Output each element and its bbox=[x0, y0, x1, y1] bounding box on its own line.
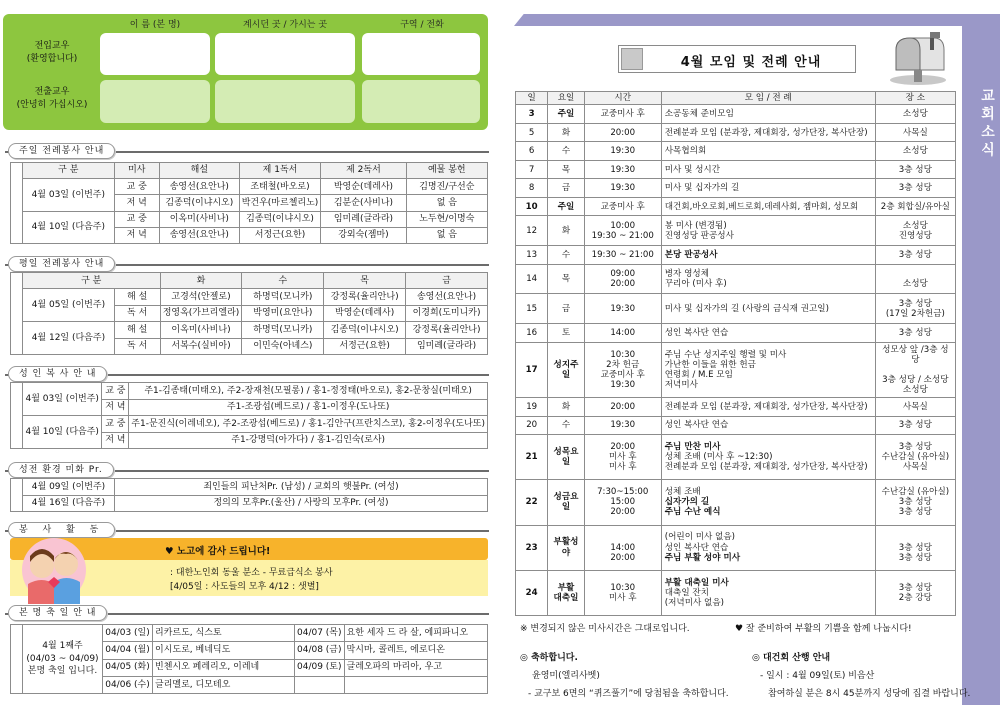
table-cell: 고경석(안젤로) bbox=[160, 289, 242, 305]
table-row bbox=[516, 570, 956, 615]
weekday-cell: 주일 bbox=[548, 197, 584, 215]
place-cell: 3층 성당 (17일 2차헌금) bbox=[875, 294, 955, 324]
event-cell: 소공동체 준비모임 bbox=[661, 105, 875, 123]
saints-cell: 요한 세자 드 라 살, 에피파니오 bbox=[344, 625, 487, 642]
event-cell: 병자 영성체 꾸리아 (미사 후) bbox=[661, 264, 875, 294]
date-cell: 04/08 (금) bbox=[295, 642, 345, 659]
table-cell: 박영순(데레사) bbox=[321, 179, 406, 195]
note-unchanged: ※ 변경되지 않은 미사시간은 그대로입니다. bbox=[520, 624, 690, 634]
table-cell: 이민숙(아녜스) bbox=[242, 338, 324, 354]
reg-header-district: 구역 / 전화 bbox=[400, 20, 444, 30]
date-cell: 04/03 (일) bbox=[103, 625, 153, 642]
mailbox-icon bbox=[886, 30, 950, 86]
sunday-liturgy-table bbox=[22, 162, 488, 244]
volunteer-thanks: ♥ 노고에 감사 드립니다! bbox=[165, 546, 271, 557]
place-cell: 소성당 bbox=[875, 105, 955, 123]
day-cell: 7 bbox=[516, 160, 548, 178]
event-cell: 대건회,바오로회,베드로회,데레사회, 젬마회, 성모회 bbox=[661, 197, 875, 215]
section-title-feast-days: 본 명 축 일 안 내 bbox=[8, 605, 107, 621]
table-cell: 강정록(율리안나) bbox=[406, 322, 488, 338]
event-cell bbox=[661, 435, 875, 480]
event-cell: 성인 복사단 연습 bbox=[661, 324, 875, 342]
table-row bbox=[516, 416, 956, 434]
col-header: 일 bbox=[516, 92, 548, 105]
table-cell: 송영선(요안나) bbox=[159, 179, 239, 195]
table-cell: 박건우(마르첼리노) bbox=[239, 195, 321, 211]
table-cell: 주1-문진식(이레네오), 주2-조광섭(베드로) / 홍1-김안구(프란치스코), 홍2-이정우(도나또) bbox=[129, 416, 488, 433]
table-cell: 하명덕(모니카) bbox=[242, 289, 324, 305]
section-title-volunteer: 봉 사 활 동 bbox=[8, 522, 115, 538]
reg-out-place-field[interactable] bbox=[215, 80, 355, 123]
col-header: 금 bbox=[406, 273, 488, 289]
hiking-date: - 일시 : 4월 09일(토) 비음산 bbox=[760, 671, 875, 681]
place-cell: 수난감실 (유아실) 3층 성당 3층 성당 bbox=[875, 480, 955, 525]
volunteer-line1: : 대한노인회 동울 분소 - 무료급식소 봉사 bbox=[170, 568, 333, 578]
place-cell: 3층 성당 3층 성당 bbox=[875, 525, 955, 570]
date-cell: 4월 16일 (다음주) bbox=[23, 495, 115, 512]
role-cell: 독 서 bbox=[114, 338, 160, 354]
event-line: 주님 부활 성야 미사 bbox=[664, 552, 741, 563]
place-cell: 소성당 진영성당 bbox=[875, 216, 955, 246]
place-cell: 소성당 bbox=[875, 264, 955, 294]
table-cell: 임미례(글라라) bbox=[321, 211, 406, 227]
weekday-cell: 목 bbox=[548, 264, 584, 294]
weekday-cell: 성지주일 bbox=[548, 342, 584, 397]
date-cell: 4월 12일 (다음주) bbox=[23, 322, 115, 355]
saints-cell: 막시마, 콜레트, 에로디온 bbox=[344, 642, 487, 659]
table-row bbox=[516, 435, 956, 480]
table-cell: 정영옥(가브리엘라) bbox=[160, 305, 242, 321]
event-line: 성체 조배 bbox=[664, 487, 701, 498]
congrats-name: 윤영미(엘리사벳) bbox=[532, 671, 600, 681]
table-cell: 없 음 bbox=[406, 227, 487, 243]
table-row bbox=[516, 398, 956, 416]
event-cell bbox=[661, 480, 875, 525]
time-cell: 19:30 ~ 21:00 bbox=[584, 246, 661, 264]
event-line: 성인 복사단 연습 bbox=[664, 542, 729, 553]
day-cell: 21 bbox=[516, 435, 548, 480]
table-row bbox=[516, 525, 956, 570]
col-header: 화 bbox=[160, 273, 242, 289]
environment-table bbox=[22, 478, 488, 512]
time-cell: 19:30 bbox=[584, 142, 661, 160]
role-cell: 독 서 bbox=[114, 305, 160, 321]
day-cell: 16 bbox=[516, 324, 548, 342]
table-cell: 주1-조광섭(베드로) / 홍1-이정우(도나또) bbox=[129, 399, 488, 416]
event-line: 십자가의 길 bbox=[664, 497, 710, 508]
time-cell: 20:00 bbox=[584, 123, 661, 141]
section-title-altar-servers: 성 인 복 사 안 내 bbox=[8, 366, 107, 382]
reg-out-label: 전출교우 (안녕히 가십시오) bbox=[16, 87, 88, 110]
place-cell: 3층 성당 bbox=[875, 324, 955, 342]
schedule-table bbox=[515, 91, 956, 616]
weekday-cell: 화 bbox=[548, 123, 584, 141]
place-cell: 3층 성당 2층 강당 bbox=[875, 570, 955, 615]
saints-cell: 빈첸시오 페레리오, 이레네 bbox=[153, 659, 295, 676]
event-cell bbox=[661, 570, 875, 615]
weekday-cell: 화 bbox=[548, 398, 584, 416]
time-cell: 10:30 2차 헌금 교중미사 후 19:30 bbox=[584, 342, 661, 397]
role-cell: 해 설 bbox=[114, 289, 160, 305]
week-cell: 4월 1째주 (04/03 ~ 04/09) 본명 축일 입니다. bbox=[23, 625, 103, 694]
table-cell: 정의의 모후Pr.(울산) / 사랑의 모후Pr. (여성) bbox=[115, 495, 488, 512]
event-cell: 전례분과 모임 (분과장, 제대회장, 성가단장, 복사단장) bbox=[661, 123, 875, 141]
col-header: 제 2독서 bbox=[321, 163, 406, 179]
date-cell: 4월 10일 (다음주) bbox=[23, 416, 102, 449]
table-cell: 송영선(요안나) bbox=[406, 289, 488, 305]
bible-icon bbox=[621, 48, 643, 70]
col-header: 모 임 / 전 례 bbox=[661, 92, 875, 105]
reg-header-name: 이 름 (본 명) bbox=[129, 20, 181, 30]
place-cell: 사목실 bbox=[875, 398, 955, 416]
saints-cell: 이시도로, 베네딕도 bbox=[153, 642, 295, 659]
table-row bbox=[516, 179, 956, 197]
mass-cell: 교 중 bbox=[102, 416, 129, 433]
day-cell: 19 bbox=[516, 398, 548, 416]
day-cell: 15 bbox=[516, 294, 548, 324]
reg-in-place-field[interactable] bbox=[215, 33, 355, 75]
date-cell: 04/04 (월) bbox=[103, 642, 153, 659]
time-cell: 19:30 bbox=[584, 179, 661, 197]
table-row bbox=[516, 197, 956, 215]
table-row bbox=[516, 264, 956, 294]
weekday-cell: 수 bbox=[548, 246, 584, 264]
place-cell: 3층 성당 수난감실 (유아실) 사목실 bbox=[875, 435, 955, 480]
reg-out-district-field[interactable] bbox=[362, 80, 480, 123]
event-cell: 사목협의회 bbox=[661, 142, 875, 160]
col-header: 구 분 bbox=[23, 273, 161, 289]
date-cell bbox=[295, 676, 345, 693]
time-cell: 10:00 19:30 ~ 21:00 bbox=[584, 216, 661, 246]
event-cell: 미사 및 성시간 bbox=[661, 160, 875, 178]
weekday-liturgy-table bbox=[22, 272, 488, 355]
event-line: (저녁미사 없음) bbox=[664, 597, 724, 608]
table-cell: 주1-김종태(미태오), 주2-장재천(모필롱) / 홍1-정정태(바오로), 홍2-문창실(미태오) bbox=[129, 383, 488, 400]
day-cell: 12 bbox=[516, 216, 548, 246]
reg-header-place: 계시던 곳 / 가시는 곳 bbox=[242, 20, 328, 30]
saints-cell bbox=[344, 676, 487, 693]
table-cell: 서복수(실비아) bbox=[160, 338, 242, 354]
date-cell: 04/06 (수) bbox=[103, 676, 153, 693]
table-cell: 김분순(사비나) bbox=[321, 195, 406, 211]
table-cell: 서정근(요한) bbox=[239, 227, 321, 243]
time-cell: 14:00 20:00 bbox=[584, 525, 661, 570]
table-cell: 이옥미(사비나) bbox=[159, 211, 239, 227]
place-cell: 사목실 bbox=[875, 123, 955, 141]
weekday-cell: 화 bbox=[548, 216, 584, 246]
reg-out-name-field[interactable] bbox=[100, 80, 210, 123]
top-purple-bar bbox=[514, 14, 1000, 26]
col-header: 목 bbox=[324, 273, 406, 289]
table-row bbox=[516, 324, 956, 342]
volunteer-illustration bbox=[14, 532, 94, 604]
table-row bbox=[516, 342, 956, 397]
day-cell: 14 bbox=[516, 264, 548, 294]
date-cell: 4월 05일 (이번주) bbox=[23, 289, 115, 322]
event-cell: 본당 판공성사 bbox=[661, 246, 875, 264]
col-header: 장 소 bbox=[875, 92, 955, 105]
table-cell: 김종덕(이냐시오) bbox=[324, 322, 406, 338]
day-cell: 20 bbox=[516, 416, 548, 434]
table-row bbox=[516, 142, 956, 160]
altar-servers-table bbox=[22, 382, 488, 449]
time-cell: 09:00 20:00 bbox=[584, 264, 661, 294]
day-cell: 22 bbox=[516, 480, 548, 525]
place-cell: 3층 성당 bbox=[875, 179, 955, 197]
role-cell: 해 설 bbox=[114, 322, 160, 338]
time-cell: 20:00 bbox=[584, 398, 661, 416]
col-header: 수 bbox=[242, 273, 324, 289]
mass-cell: 교 중 bbox=[102, 383, 129, 400]
col-header: 제 1독서 bbox=[239, 163, 321, 179]
reg-in-label: 전입교우 (환영합니다) bbox=[26, 41, 78, 64]
table-cell: 하명덕(모니카) bbox=[242, 322, 324, 338]
event-cell bbox=[661, 525, 875, 570]
weekday-cell: 부활 대축일 bbox=[548, 570, 584, 615]
mass-cell: 저 녁 bbox=[102, 399, 129, 416]
table-cell: 임미례(글라라) bbox=[406, 338, 488, 354]
day-cell: 24 bbox=[516, 570, 548, 615]
event-line: (어린이 미사 없음) bbox=[664, 532, 736, 543]
mass-cell: 저 녁 bbox=[114, 227, 159, 243]
table-cell: 김명진/구선순 bbox=[406, 179, 487, 195]
day-cell: 23 bbox=[516, 525, 548, 570]
day-cell: 8 bbox=[516, 179, 548, 197]
hiking-title: ◎ 대건회 산행 안내 bbox=[752, 653, 831, 663]
table-row bbox=[516, 105, 956, 123]
table-cell: 김종덕(이냐시오) bbox=[239, 211, 321, 227]
volunteer-line2: [4/05일 : 사도들의 모후 4/12 : 샛별] bbox=[170, 582, 319, 592]
place-cell: 3층 성당 bbox=[875, 160, 955, 178]
reg-in-name-field[interactable] bbox=[100, 33, 210, 75]
time-cell: 7:30~15:00 15:00 20:00 bbox=[584, 480, 661, 525]
weekday-cell: 목 bbox=[548, 160, 584, 178]
event-line: 부활 대축일 미사 bbox=[664, 577, 729, 588]
day-cell: 5 bbox=[516, 123, 548, 141]
time-cell: 19:30 bbox=[584, 416, 661, 434]
col-header: 미사 bbox=[114, 163, 159, 179]
time-cell: 14:00 bbox=[584, 324, 661, 342]
place-cell: 소성당 bbox=[875, 142, 955, 160]
event-cell: 미사 및 십자가의 길 (사랑의 금식재 권고일) bbox=[661, 294, 875, 324]
weekday-cell: 주일 bbox=[548, 105, 584, 123]
col-header: 시간 bbox=[584, 92, 661, 105]
saints-cell: 글리멜로, 디모테오 bbox=[153, 676, 295, 693]
mass-cell: 교 중 bbox=[114, 211, 159, 227]
day-cell: 17 bbox=[516, 342, 548, 397]
weekday-cell: 토 bbox=[548, 324, 584, 342]
weekday-cell: 금 bbox=[548, 294, 584, 324]
side-tab-label: 교회소식 bbox=[979, 88, 995, 160]
table-row bbox=[516, 294, 956, 324]
date-cell: 4월 03일 (이번주) bbox=[23, 179, 115, 211]
table-cell: 김종덕(이냐시오) bbox=[159, 195, 239, 211]
weekday-cell: 수 bbox=[548, 142, 584, 160]
table-cell: 박영순(데레사) bbox=[324, 305, 406, 321]
page-title: 4월 모임 및 전례 안내 bbox=[680, 55, 822, 70]
event-cell: 미사 및 십자가의 길 bbox=[661, 179, 875, 197]
day-cell: 13 bbox=[516, 246, 548, 264]
event-line: 대축일 잔치 bbox=[664, 587, 709, 598]
table-cell: 강외숙(젬마) bbox=[321, 227, 406, 243]
place-cell: 2층 회합실/유아실 bbox=[875, 197, 955, 215]
table-cell: 조태철(바오로) bbox=[239, 179, 321, 195]
note-easter: ♥ 잘 준비하여 부활의 기쁨을 함께 나눕시다! bbox=[735, 624, 912, 634]
time-cell: 19:30 bbox=[584, 160, 661, 178]
table-cell: 주1-강명덕(아가다) / 홍1-김인숙(로사) bbox=[129, 432, 488, 449]
weekday-cell: 성금요일 bbox=[548, 480, 584, 525]
table-cell: 없 음 bbox=[406, 195, 487, 211]
time-cell: 교중미사 후 bbox=[584, 105, 661, 123]
weekday-cell: 성목요일 bbox=[548, 435, 584, 480]
table-cell: 서정근(요한) bbox=[324, 338, 406, 354]
event-cell: 성인 복사단 연습 bbox=[661, 416, 875, 434]
mass-cell: 교 중 bbox=[114, 179, 159, 195]
table-cell: 노두현/이명숙 bbox=[406, 211, 487, 227]
date-cell: 04/09 (토) bbox=[295, 659, 345, 676]
congrats-title: ◎ 축하합니다. bbox=[520, 653, 578, 663]
col-header: 예물 봉헌 bbox=[406, 163, 487, 179]
congrats-text: - 교구보 6면의 “퀴즈풀기”에 당첨됨을 축하합니다. bbox=[528, 689, 729, 699]
table-row bbox=[516, 160, 956, 178]
event-line: 전례분과 모임 (분과장, 제대회장, 성가단장, 복사단장) bbox=[664, 462, 868, 473]
reg-in-district-field[interactable] bbox=[362, 33, 480, 75]
section-title-weekday-liturgy: 평일 전례봉사 안내 bbox=[8, 256, 115, 272]
weekday-cell: 금 bbox=[548, 179, 584, 197]
table-row bbox=[516, 246, 956, 264]
saints-cell: 글레오파의 마리아, 우고 bbox=[344, 659, 487, 676]
time-cell: 20:00 미사 후 미사 후 bbox=[584, 435, 661, 480]
day-cell: 3 bbox=[516, 105, 548, 123]
event-line: 주님 수난 예식 bbox=[664, 507, 721, 518]
event-line: 주님 만찬 미사 bbox=[664, 442, 721, 452]
table-row bbox=[516, 123, 956, 141]
place-cell: 3층 성당 bbox=[875, 416, 955, 434]
mass-cell: 저 녁 bbox=[102, 432, 129, 449]
table-row bbox=[516, 480, 956, 525]
saints-cell: 리카르도, 식스토 bbox=[153, 625, 295, 642]
weekday-cell: 수 bbox=[548, 416, 584, 434]
day-cell: 6 bbox=[516, 142, 548, 160]
date-cell: 4월 03일 (이번주) bbox=[23, 383, 102, 416]
place-cell: 3층 성당 bbox=[875, 246, 955, 264]
table-row bbox=[516, 216, 956, 246]
event-cell: 전례분과 모임 (분과장, 제대회장, 성가단장, 복사단장) bbox=[661, 398, 875, 416]
col-header: 구 분 bbox=[23, 163, 115, 179]
section-title-environment: 성전 환경 미화 Pr. bbox=[8, 462, 114, 478]
weekday-cell: 부활성야 bbox=[548, 525, 584, 570]
event-line: 성체 조배 (미사 후 ~12:30) bbox=[664, 452, 773, 463]
date-cell: 04/05 (화) bbox=[103, 659, 153, 676]
time-cell: 19:30 bbox=[584, 294, 661, 324]
time-cell: 교중미사 후 bbox=[584, 197, 661, 215]
section-title-sunday-liturgy: 주일 전례봉사 안내 bbox=[8, 143, 115, 159]
table-cell: 송영선(요안나) bbox=[159, 227, 239, 243]
date-cell: 4월 09일 (이번주) bbox=[23, 479, 115, 496]
day-cell: 10 bbox=[516, 197, 548, 215]
event-cell: 봉 미사 (변경됨) 진영성당 판공성사 bbox=[661, 216, 875, 246]
table-cell: 이옥미(사비나) bbox=[160, 322, 242, 338]
date-cell: 04/07 (목) bbox=[295, 625, 345, 642]
table-cell: 죄인들의 피난처Pr. (남성) / 교회의 햇불Pr. (여성) bbox=[115, 479, 488, 496]
col-header: 요일 bbox=[548, 92, 584, 105]
event-cell: 주님 수난 성지주일 행렬 및 미사 가난한 이들을 위한 헌금 연령회 / M.E 모임 저녁미사 bbox=[661, 342, 875, 397]
hiking-text: 참여하실 분은 8시 45분까지 성당에 집결 바랍니다. bbox=[768, 689, 971, 699]
table-cell: 강정록(율리안나) bbox=[324, 289, 406, 305]
col-header: 해설 bbox=[159, 163, 239, 179]
date-cell: 4월 10일 (다음주) bbox=[23, 211, 115, 243]
table-cell: 박영미(요안나) bbox=[242, 305, 324, 321]
table-cell: 이경희(도미니카) bbox=[406, 305, 488, 321]
mass-cell: 저 녁 bbox=[114, 195, 159, 211]
feast-days-table bbox=[22, 624, 488, 694]
place-cell: 성모상 앞 /3층 성당 3층 성당 / 소성당 소성당 bbox=[875, 342, 955, 397]
time-cell: 10:30 미사 후 bbox=[584, 570, 661, 615]
